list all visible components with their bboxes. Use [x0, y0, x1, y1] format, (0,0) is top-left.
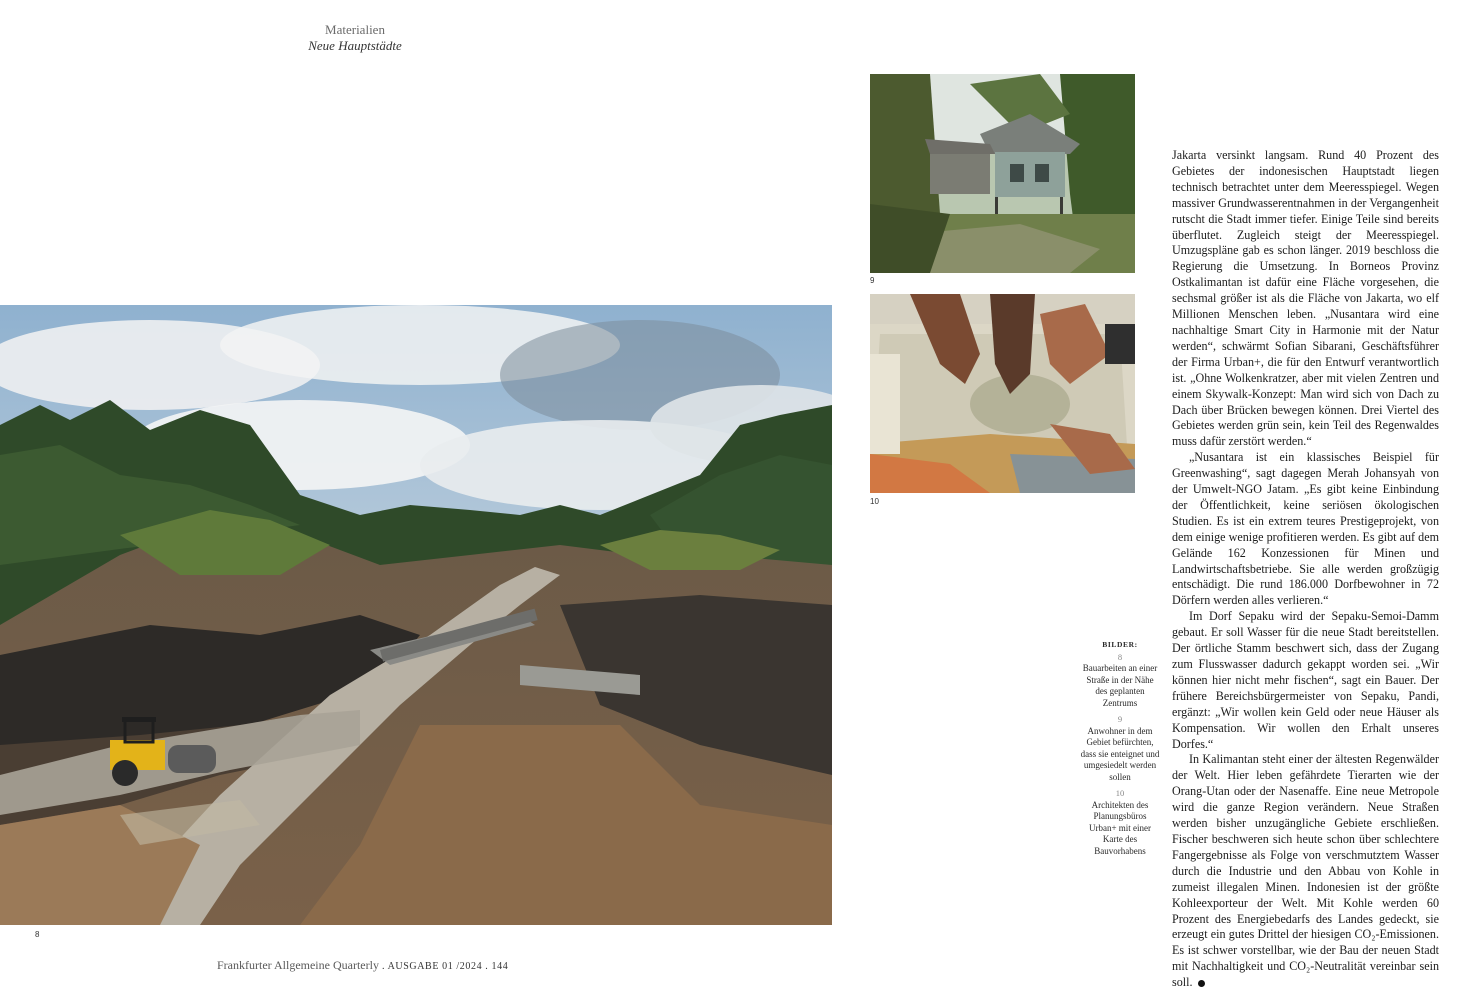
photo-9-number: 9 — [870, 276, 875, 285]
issue-and-page: . AUSGABE 01 /2024 . 144 — [381, 961, 509, 972]
photo-8-number: 8 — [35, 930, 40, 939]
article-paragraph: „Nusantara ist ein klassisches Beispiel für Greenwashing“, sagt dagegen Merah Johansyah von der Umwelt-NGO Jatam. „Es gibt keine Einbindung der Öffentlichkeit, keine seriösen ökologischen Studien. Es ist ein extrem teures Prestigeprojekt, von dem einige wenige profitieren werden. Es gibt auf dem Gelände 162 Konzessionen für Minen und Landwirtschaftsbetriebe. Sie alle werden großzügig entschädigt. Die rund 186.000 Dorfbewohner in 72 Dörfern werden alles verlieren.“ — [1172, 450, 1439, 608]
publication-name: Frankfurter Allgemeine Quarterly — [217, 958, 379, 972]
article-paragraph-last — [1172, 752, 1439, 991]
subsection-label: Neue Hauptstädte — [308, 38, 402, 53]
caption-text: Anwohner in dem Gebiet befürchten, dass sie enteignet und umgesiedelt werden sollen — [1080, 725, 1160, 782]
photo-architects-map — [870, 294, 1135, 493]
section-label: Materialien — [325, 22, 385, 37]
captions-title: BILDER: — [1102, 640, 1138, 649]
end-mark-icon — [1198, 980, 1205, 987]
article-paragraph: Jakarta versinkt langsam. Rund 40 Prozent des Gebietes der indonesischen Hauptstadt liegen technisch betrachtet unter dem Meeresspiegel. Wegen massiver Grundwasserentnahmen in der Vergangenheit rutscht die Stadt immer tiefer. Einige Teile sind bereits überflutet. Zugleich steigt der Meeresspiegel. Umzugspläne gab es schon länger. 2019 beschloss die Regierung die Umsetzung. In Borneos Provinz Ostkalimantan ist dafür eine Fläche vorgesehen, die sechsmal größer ist als die Fläche von Jakarta, wo elf Millionen Menschen leben. „Nusantara wird eine nachhaltige Smart City in Harmonie mit der Natur werden“, schwärmt Sofian Sibarani, Geschäftsführer der Firma Urban+, die für den Entwurf verantwortlich ist. „Ohne Wolkenkratzer, aber mit vielen Zentren und einem Skywalk-Konzept: Man wird sich von Dach zu Dach über Brücken bewegen können. Drei Viertel des Gebietes werden grün sein, kein Teil des Regenwaldes muss dafür zerstört werden.“ — [1172, 148, 1439, 449]
caption-number: 9 — [1117, 714, 1123, 724]
photo-10-number: 10 — [870, 497, 879, 506]
running-header — [300, 22, 410, 54]
photo-captions — [1080, 639, 1160, 862]
caption-text: Architekten des Planungsbüros Urban+ mit einer Karte des Bauvorhabens — [1088, 799, 1152, 856]
page-footer — [217, 958, 508, 973]
photo-village-houses — [870, 74, 1135, 273]
caption-text: Bauarbeiten an einer Straße in der Nähe des geplanten Zentrums — [1082, 663, 1158, 708]
caption-number: 10 — [1115, 788, 1125, 798]
article-body — [1172, 148, 1439, 991]
photo-construction-site — [0, 305, 832, 925]
caption-number: 8 — [1117, 651, 1123, 662]
article-paragraph: Im Dorf Sepaku wird der Sepaku-Semoi-Damm gebaut. Er soll Wasser für die neue Stadt bereitstellen. Der örtliche Stamm beschwert sich, dass der Zugang zum Flusswasser dadurch gekappt worden sei. „Wir können hier nicht mehr fischen“, sagt ein Bauer. Der frühere Bereichsbürgermeister von Sepaku, Pandi, ergänzt: „Wir wollen kein Geld oder neue Häuser als Kompensation. Wir wollen den Erhalt unseres Dorfes.“ — [1172, 609, 1439, 751]
article-paragraph-text: In Kalimantan steht einer der ältesten Regenwälder der Welt. Hier leben gefährdete Tierarten wie der Orang-Utan oder der Nasenaffe. Eine neue Metropole wird die ganze Region verändern. Neue Straßen werden bisher unzugängliche Gebiete erschließen. Fischer beschweren sich heute schon über schlechtere Fangergebnisse als Folge von verschmutztem Wasser durch die Industrie und den Abbau von Kohle in zumeist illegalen Minen. Indonesien ist der größte Kohleexporteur der Welt. Mit Kohle werden 60 Prozent des Energiebedarfs des Landes gedeckt, sie erzeugt ein gutes Drittel der hiesigen CO₂-Emissionen. Es ist schwer vorstellbar, wie der Bau der neuen Stadt mit Nachhaltigkeit und CO₂-Neutralität vereinbar sein soll. — [1172, 752, 1439, 990]
